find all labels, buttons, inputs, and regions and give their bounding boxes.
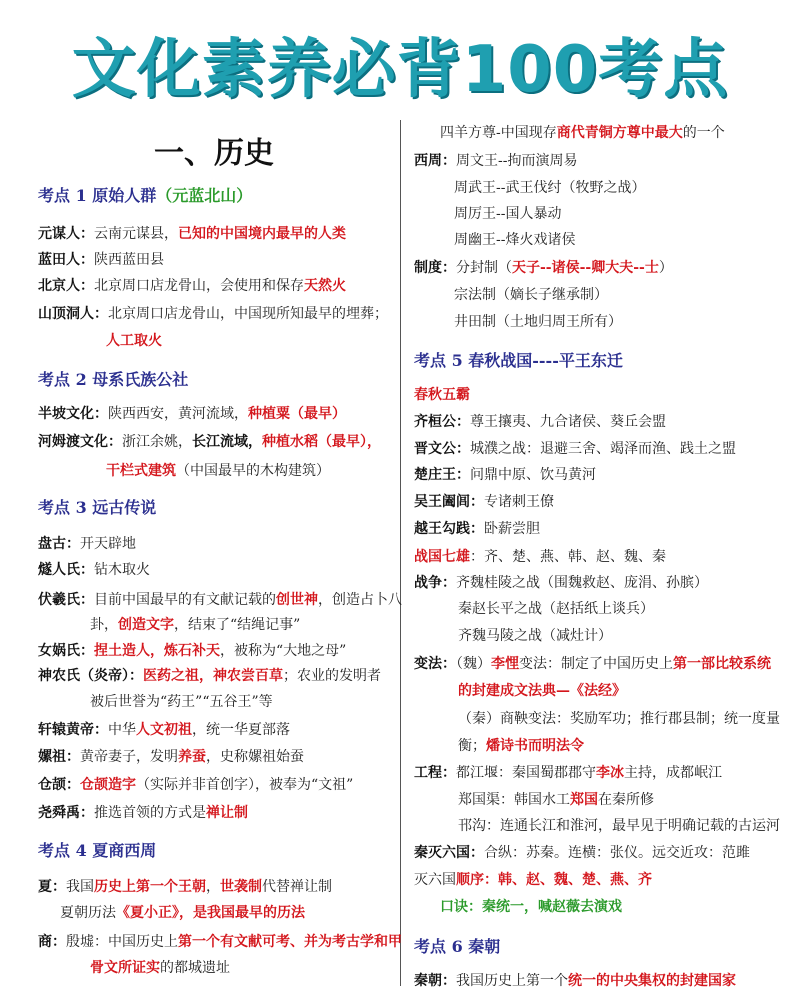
- entry-label: 仓颉：: [38, 777, 80, 793]
- text-line: [454, 231, 575, 249]
- body-text: 变法：制定了中国历史上: [519, 656, 673, 672]
- highlight-text: 干栏式建筑: [106, 463, 176, 479]
- entry-label: 西周：: [414, 153, 456, 169]
- text-line: [38, 433, 381, 451]
- text-line: [458, 682, 626, 700]
- highlight-text: 第一部比较系统: [673, 656, 771, 672]
- body-text: 我国: [66, 879, 94, 895]
- highlight-text: 创造文字: [118, 617, 174, 633]
- highlight-text: 养蚕: [178, 749, 206, 765]
- entry-label: 轩辕黄帝：: [38, 722, 108, 738]
- highlight-text: 《夏小正》，是我国最早的历法: [116, 905, 305, 921]
- body-text: 北京周口店龙骨山，中国现所知最早的埋葬；: [108, 306, 388, 322]
- text-line: [106, 332, 162, 350]
- body-text: ，统一华夏部落: [192, 722, 290, 738]
- entry-label: 工程：: [414, 765, 456, 781]
- text-line: [414, 548, 666, 566]
- kaodian-5-heading: 考点 5 春秋战国----平王东迁: [414, 351, 623, 370]
- highlight-text: 骨文所证实: [90, 960, 160, 976]
- entry-label: 盘古：: [38, 536, 80, 552]
- text-line: [414, 764, 722, 782]
- body-text: 代替禅让制: [262, 879, 332, 895]
- kaodian-1-title: 考点 1 原始人群: [38, 186, 157, 205]
- body-text: 合纵：苏秦。连横：张仪。远交近攻：范雎: [484, 845, 750, 861]
- highlight-text: 商代青铜方尊中最大: [556, 125, 683, 141]
- text-line: [90, 693, 273, 711]
- entry-label: 燧人氏：: [38, 562, 94, 578]
- body-text: ，: [206, 879, 220, 895]
- entry-label: 蓝田人：: [38, 252, 94, 268]
- body-text: ：齐、楚、燕、韩、赵、魏、秦: [470, 549, 666, 565]
- body-text: 周武王--武王伐纣（牧野之战）: [454, 180, 646, 196]
- kaodian-3-heading: 考点 3 远古传说: [38, 498, 157, 517]
- body-text: 钻木取火: [94, 562, 150, 578]
- highlight-text: 捏土造人，炼石补天: [94, 643, 220, 659]
- body-text: 长江流域，: [192, 434, 262, 450]
- text-line: [38, 277, 346, 295]
- body-text: 浙江余姚，: [122, 434, 192, 450]
- text-line: [38, 748, 304, 766]
- text-line: [414, 574, 708, 592]
- text-line: [38, 591, 402, 609]
- text-line: [38, 251, 164, 269]
- body-text: （魏）: [456, 656, 491, 672]
- text-line: [106, 462, 330, 480]
- body-text: ，结束了“结绳记事”: [174, 617, 301, 633]
- entry-label: 吴王阖闾：: [414, 494, 484, 510]
- highlight-text: 天然火: [304, 278, 346, 294]
- body-text: （秦）商鞅变法：奖励军功；推行郡县制；统一度量: [458, 711, 780, 727]
- body-text: 陕西蓝田县: [94, 252, 164, 268]
- text-line: [458, 791, 654, 809]
- body-text: 目前中国最早的有文献记载的: [94, 592, 276, 608]
- highlight-text: 天子--诸侯--卿大夫--士: [512, 260, 659, 276]
- body-text: 的都城遗址: [160, 960, 230, 976]
- body-text: 宗法制（嫡长子继承制）: [454, 287, 608, 303]
- body-text: 灭六国: [414, 872, 456, 888]
- text-line: [414, 152, 577, 170]
- kaodian-2-heading: 考点 2 母系氏族公社: [38, 370, 189, 389]
- body-text: 陕西西安，黄河流域，: [108, 406, 248, 422]
- body-text: 我国历史上第一个: [456, 973, 568, 989]
- body-text: （中国最早的木构建筑）: [176, 463, 330, 479]
- highlight-text: 仓颉造字: [80, 777, 136, 793]
- text-line: [414, 413, 666, 431]
- entry-label: 山顶洞人：: [38, 306, 108, 322]
- text-line: [414, 844, 750, 862]
- body-text: 殷墟：中国历史上: [66, 934, 178, 950]
- highlight-text: 禅让制: [206, 805, 248, 821]
- highlight-text: 世袭制: [220, 879, 262, 895]
- body-text: 北京周口店龙骨山，会使用和保存: [94, 278, 304, 294]
- entry-label: 女娲氏：: [38, 643, 94, 659]
- body-text: 在秦所修: [598, 792, 654, 808]
- text-line: [38, 721, 290, 739]
- text-line: [38, 535, 136, 553]
- text-line: [414, 466, 596, 484]
- entry-label: 伏羲氏：: [38, 592, 94, 608]
- kaodian-4-heading: 考点 4 夏商西周: [38, 841, 157, 860]
- text-line: [454, 205, 561, 223]
- text-line: [414, 520, 540, 538]
- text-line: [38, 405, 346, 423]
- text-line: [414, 259, 673, 277]
- highlight-text: 第一个有文献可考、并为考古学和甲: [178, 934, 402, 950]
- text-line: [458, 817, 780, 835]
- body-text: 中华: [108, 722, 136, 738]
- page-title: 文化素养必背100考点: [71, 33, 729, 107]
- text-line: [440, 124, 725, 142]
- highlight-text: 战国七雄: [414, 549, 470, 565]
- body-text: 主持，成都岷江: [624, 765, 722, 781]
- body-text: 周幽王--烽火戏诸侯: [454, 232, 576, 248]
- body-text: 被后世誉为“药王”“五谷王”等: [90, 694, 273, 710]
- body-text: ，创造占卜八: [318, 592, 402, 608]
- text-line: [414, 386, 470, 404]
- text-line: [38, 667, 381, 685]
- column-divider: [400, 120, 401, 986]
- text-line: [90, 616, 300, 634]
- entry-label: 夏：: [38, 879, 66, 895]
- text-line: [458, 710, 780, 728]
- text-line: [38, 933, 402, 951]
- entry-label: 晋文公：: [414, 441, 470, 457]
- body-text: 城濮之战：退避三舍、竭泽而渔、践土之盟: [470, 441, 736, 457]
- highlight-text: 人工取火: [106, 333, 162, 349]
- kaodian-1-mnemonic: （元蓝北山）: [156, 186, 253, 205]
- highlight-text: 李冰: [596, 765, 624, 781]
- entry-label: 商：: [38, 934, 66, 950]
- entry-label: 尧舜禹：: [38, 805, 94, 821]
- highlight-text: 种植粟（最早）: [248, 406, 346, 422]
- body-text: 周厉王--国人暴动: [454, 206, 562, 222]
- body-text: 专诸刺王僚: [484, 494, 554, 510]
- text-line: [38, 642, 346, 660]
- highlight-text: 医药之祖，神农尝百草: [143, 668, 283, 684]
- entry-label: 制度：: [414, 260, 456, 276]
- body-text: 开天辟地: [80, 536, 136, 552]
- text-line: [90, 959, 230, 977]
- entry-label: 元谋人：: [38, 226, 94, 242]
- body-text: 齐魏桂陵之战（围魏救赵、庞涓、孙膑）: [456, 575, 708, 591]
- body-text: 问鼎中原、饮马黄河: [470, 467, 596, 483]
- body-text: ；农业的发明者: [283, 668, 381, 684]
- text-line: [38, 561, 150, 579]
- section-title: 一、历史: [154, 136, 274, 171]
- body-text: ）: [658, 260, 673, 276]
- body-text: 齐魏马陵之战（减灶计）: [458, 628, 612, 644]
- entry-label: 半坡文化：: [38, 406, 108, 422]
- body-text: 黄帝妻子，发明: [80, 749, 178, 765]
- entry-label: 秦灭六国：: [414, 845, 484, 861]
- body-text: 推选首领的方式是: [94, 805, 206, 821]
- highlight-text: 统一的中央集权的封建国家: [568, 973, 736, 989]
- body-text: ，被称为“大地之母”: [220, 643, 347, 659]
- mnemonic-text: 口诀：秦统一，喊赵薇去演戏: [440, 899, 622, 915]
- body-text: 分封制（: [456, 260, 512, 276]
- body-text: 四羊方尊-中国现存: [440, 125, 557, 141]
- text-line: [454, 313, 622, 331]
- text-line: [454, 286, 608, 304]
- text-line: [454, 179, 645, 197]
- entry-label: 神农氏（炎帝）：: [38, 668, 143, 684]
- body-text: 卧薪尝胆: [484, 521, 540, 537]
- text-line: [414, 972, 736, 990]
- body-text: 夏朝历法: [60, 905, 116, 921]
- highlight-text: 种植水稻（最早），: [262, 434, 381, 450]
- kaodian-1-heading: [38, 183, 252, 206]
- text-line: [38, 878, 332, 896]
- entry-label: 秦朝：: [414, 973, 456, 989]
- text-line: [440, 898, 622, 916]
- highlight-text: 李悝: [491, 656, 519, 672]
- text-line: [38, 305, 388, 323]
- body-text: （实际并非首创字），被奉为“文祖”: [136, 777, 354, 793]
- entry-label: 河姆渡文化：: [38, 434, 122, 450]
- text-line: [458, 627, 612, 645]
- text-line: [414, 440, 736, 458]
- body-text: 井田制（土地归周王所有）: [454, 314, 622, 330]
- highlight-text: 已知的中国境内最早的人类: [178, 226, 346, 242]
- text-line: [38, 225, 346, 243]
- text-line: [458, 600, 654, 618]
- text-line: [414, 655, 771, 673]
- body-text: 都江堰：秦国蜀郡郡守: [456, 765, 596, 781]
- body-text: 周文王--拘而演周易: [456, 153, 578, 169]
- entry-label: 战争：: [414, 575, 456, 591]
- entry-label: 变法：: [414, 656, 456, 672]
- text-line: [60, 904, 305, 922]
- body-text: 秦赵长平之战（赵括纸上谈兵）: [458, 601, 654, 617]
- kaodian-6-heading: 考点 6 秦朝: [414, 937, 501, 956]
- highlight-text: 创世神: [276, 592, 318, 608]
- highlight-text: 人文初祖: [136, 722, 192, 738]
- body-text: 尊王攘夷、九合诸侯、葵丘会盟: [470, 414, 666, 430]
- entry-label: 越王勾践：: [414, 521, 484, 537]
- body-text: 卦，: [90, 617, 118, 633]
- body-text: 的一个: [682, 125, 725, 141]
- entry-label: 嫘祖：: [38, 749, 80, 765]
- text-line: [38, 804, 248, 822]
- body-text: 邗沟：连通长江和淮河，最早见于明确记载的古运河: [458, 818, 780, 834]
- highlight-text: 顺序：韩、赵、魏、楚、燕、齐: [456, 872, 652, 888]
- text-line: [38, 776, 353, 794]
- entry-label: 楚庄王：: [414, 467, 470, 483]
- body-text: 衡；: [458, 738, 486, 754]
- highlight-text: 历史上第一个王朝: [94, 879, 206, 895]
- highlight-text: 燔诗书而明法令: [486, 738, 584, 754]
- body-text: 云南元谋县，: [94, 226, 178, 242]
- body-text: ，史称嫘祖始蚕: [206, 749, 304, 765]
- highlight-text: 郑国: [570, 792, 598, 808]
- entry-label: 北京人：: [38, 278, 94, 294]
- highlight-text: 的封建成文法典—《法经》: [458, 683, 626, 699]
- text-line: [458, 737, 584, 755]
- text-line: [414, 871, 652, 889]
- entry-label: 齐桓公：: [414, 414, 470, 430]
- highlight-text: 春秋五霸: [414, 387, 470, 403]
- body-text: 郑国渠：韩国水工: [458, 792, 570, 808]
- text-line: [414, 493, 554, 511]
